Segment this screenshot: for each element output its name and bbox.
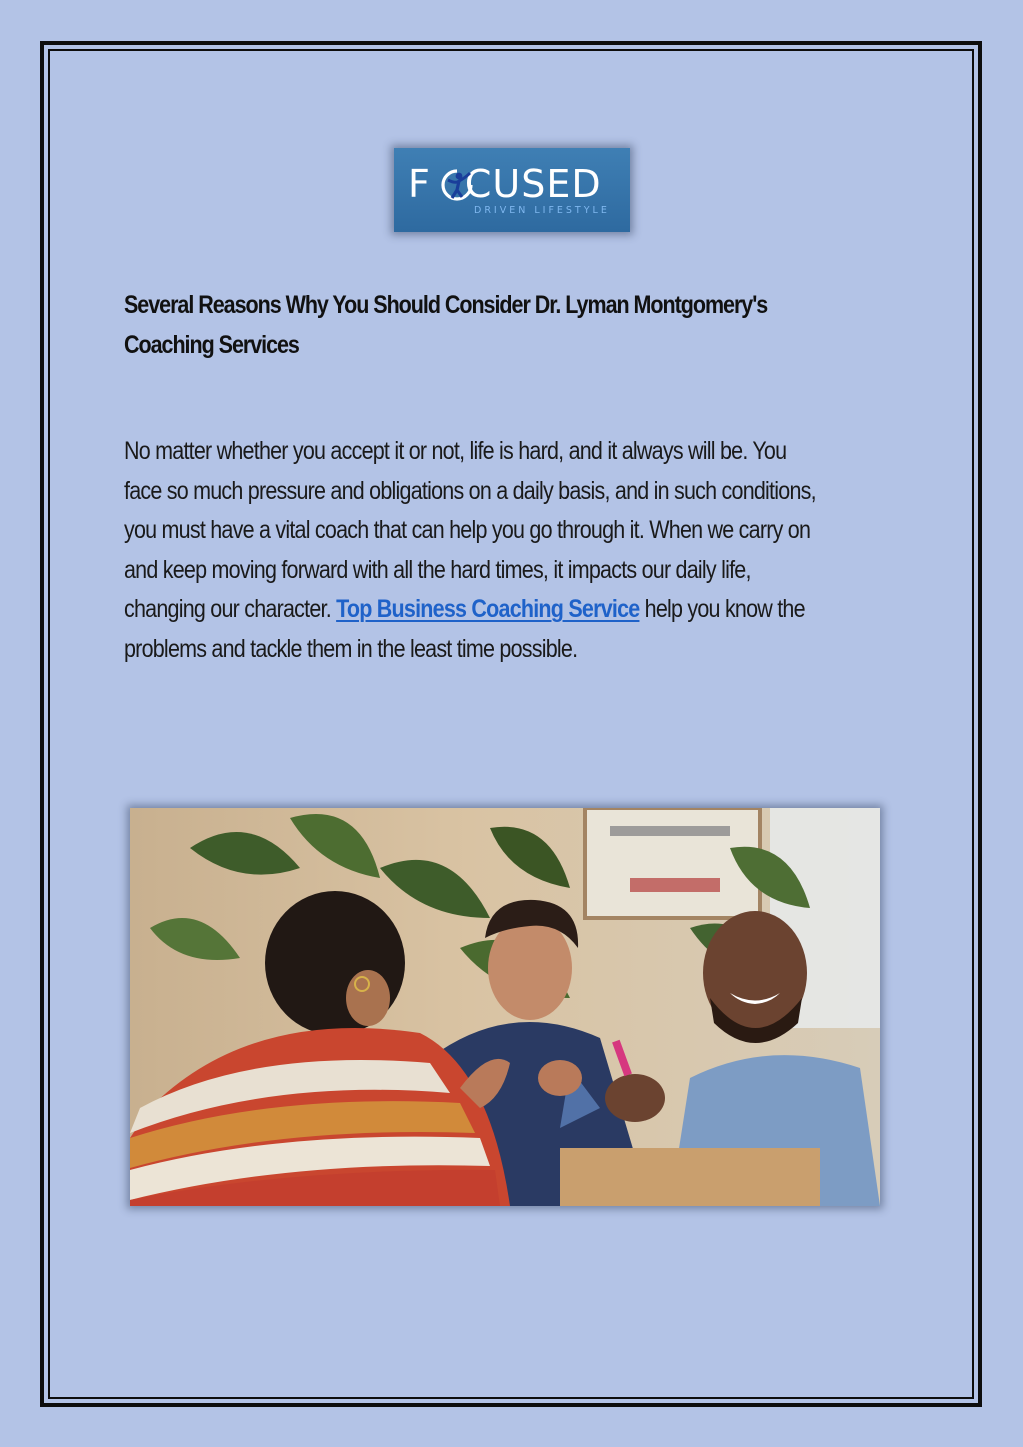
paragraph-line6: problems and tackle them in the least time possible.	[124, 634, 578, 663]
paragraph-line4: and keep moving forward with all the hard times, it impacts our daily life,	[124, 555, 751, 584]
logo-tagline: DRIVEN LIFESTYLE	[474, 205, 610, 216]
logo-letter-f: F	[408, 162, 431, 206]
paragraph-line2: face so much pressure and obligations on a daily basis, and in such conditions,	[124, 476, 816, 505]
article-title-line1: Several Reasons Why You Should Consider Dr. Lyman Montgomery's	[124, 291, 768, 319]
coaching-service-link[interactable]: Top Business Coaching Service	[336, 595, 640, 624]
logo-wordmark	[408, 164, 602, 204]
logo-letters-cused: CUSED	[464, 162, 602, 206]
photo-illustration	[130, 808, 880, 1206]
coaching-meeting-photo	[130, 808, 880, 1206]
article-paragraph	[124, 432, 892, 670]
article-title	[124, 285, 778, 365]
paragraph-line5-end: help you know the	[639, 595, 805, 624]
paragraph-line3: you must have a vital coach that can help you go through it. When we carry on	[124, 516, 811, 545]
paragraph-line1: No matter whether you accept it or not, life is hard, and it always will be. You	[124, 437, 787, 465]
paragraph-line5-start: changing our character.	[124, 595, 337, 624]
person-target-icon	[440, 168, 474, 204]
focused-logo	[394, 148, 630, 232]
article-title-line2: Coaching Services	[124, 331, 299, 359]
